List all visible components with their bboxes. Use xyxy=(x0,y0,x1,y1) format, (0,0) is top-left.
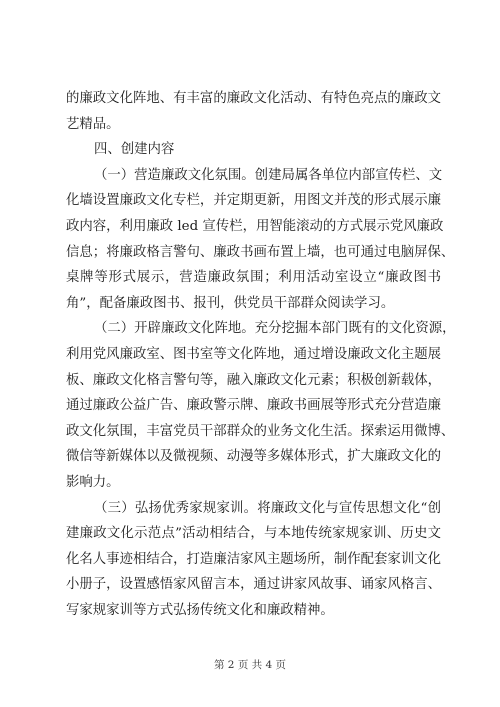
text-line: 信息；将廉政格言警句、廉政书画布置上墙，也可通过电脑屏保、 xyxy=(66,244,455,260)
document-body xyxy=(66,86,456,623)
paragraph-first-line: （一）营造廉政文化氛围。创建局属各单位内部宣传栏、文 xyxy=(94,167,443,183)
text-line: 板、廉政文化格言警句等，融入廉政文化元素；积极创新载体， xyxy=(66,372,441,388)
text-line: 角”，配备廉政图书、报刊，供党员干部群众阅读学习。 xyxy=(66,295,395,311)
text-line: 艺精品。 xyxy=(66,116,120,132)
text-line: 桌牌等形式展示，营造廉政氛围；利用活动室设立“廉政图书 xyxy=(66,270,441,286)
text-line: 通过廉政公益广告、廉政警示牌、廉政书画展等形式充分营造廉 xyxy=(66,398,441,414)
text-line: 政内容，利用廉政 led 宣传栏，用智能滚动的方式展示党风廉政 xyxy=(66,218,444,234)
text-line: 政文化氛围，丰富党员干部群众的业务文化生活。探索运用微博、 xyxy=(66,423,455,439)
text-line: 利用党风廉政室、图书室等文化阵地，通过增设廉政文化主题展 xyxy=(66,346,441,362)
text-line: 建廉政文化示范点”活动相结合，与本地传统家规家训、历史文 xyxy=(66,526,441,542)
text-line: 化墙设置廉政文化专栏，并定期更新，用图文并茂的形式展示廉 xyxy=(66,193,441,209)
paragraph-first-line: （三）弘扬优秀家规家训。将廉政文化与宣传思想文化“创 xyxy=(94,500,441,516)
section-heading: 四、创建内容 xyxy=(94,142,175,158)
paragraph-first-line: （二）开辟廉政文化阵地。充分挖掘本部门既有的文化资源， xyxy=(94,321,456,337)
text-line: 化名人事迹相结合，打造廉洁家风主题场所，制作配套家训文化 xyxy=(66,551,441,567)
text-line: 的廉政文化阵地、有丰富的廉政文化活动、有特色亮点的廉政文 xyxy=(66,91,441,106)
text-line: 写家规家训等方式弘扬传统文化和廉政精神。 xyxy=(66,602,334,618)
text-line: 影响力。 xyxy=(66,474,120,490)
text-line: 小册子，设置感悟家风留言本，通过讲家风故事、诵家风格言、 xyxy=(66,577,441,593)
page-footer: 第 2 页 共 4 页 xyxy=(213,659,287,671)
text-line: 微信等新媒体以及微视频、动漫等多媒体形式，扩大廉政文化的 xyxy=(66,449,441,465)
